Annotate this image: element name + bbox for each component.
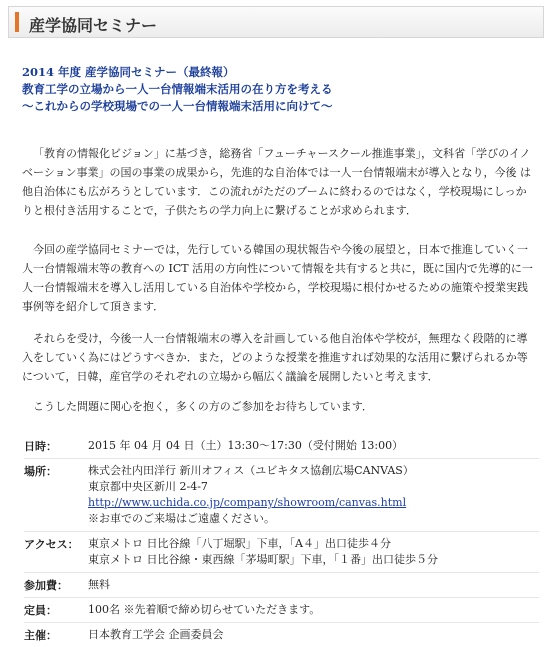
fee-label: 参加費： [24,579,68,592]
place-name: 株式会社内田洋行 新川オフィス（ユビキタス協創広場CANVAS） [88,464,414,477]
page-title: 産学協同セミナー [29,16,158,35]
capacity-text: 100名 ※先着順で締め切らせていただきます。 [88,603,321,616]
info-row-date [24,434,539,459]
host-label: 主催： [24,629,57,642]
paragraph-4: こうした問題に関心を抱く，多くの方のご参加をお待ちしています． [33,400,373,413]
place-label: 場所： [24,465,57,478]
info-row-host [24,623,539,647]
access-label: アクセス： [24,538,79,551]
host-text: 日本教育工学会 企画委員会 [88,628,224,641]
paragraph-3: それらを受け，今後一人一台情報端末の導入を計画している他自治体や学校が，無理なく段階的に導入をしていく為にはどうすべきか．また，どのような授業を推進すれば効果的な活用に繋げられるか等 について，日韓，産官学のそれぞれの立場から幅広く議論を展開したいと考えます． [22,332,528,383]
paragraph-2: 今回の産学協同セミナーでは，先行している韓国の現状報告や今後の展望と，日本で推進していく一人一台情報端末等の教育への ICT 活用の方向性について情報を共有すると共に，既に国内で先導的に一人一台情報端末を導入し活用している自治体や学校から，学校現場に根付かせるための施策や授業実践事例等を紹介して頂きます． [22,243,533,313]
capacity-label: 定員： [24,604,57,617]
announcement-heading [22,64,537,115]
access-line-2: 東京メトロ 日比谷線・東西線「茅場町駅」下車，「１番」出口徒歩５分 [88,553,438,566]
place-value [88,463,539,527]
date-value [88,438,539,454]
announcement-line-2: 教育工学の立場から一人一台情報端末活用の在り方を考える [22,82,333,96]
venue-link[interactable]: http://www.uchida.co.jp/company/showroom/canvas.html [88,496,407,509]
announcement-line-3: 〜これからの学校現場での一人一台情報端末活用に向けて〜 [22,99,333,113]
capacity-value [88,602,539,618]
access-value [88,536,539,568]
info-row-access [24,532,539,573]
info-row-capacity [24,598,539,623]
access-line-1: 東京メトロ 日比谷線「八丁堀駅」下車，「A４」出口徒歩４分 [88,537,391,550]
place-note: ※お車でのご来場はご遠慮ください。 [88,512,275,525]
fee-value [88,577,539,593]
info-row-place [24,459,539,532]
header-accent-bar [15,12,19,32]
date-label: 日時： [24,440,57,453]
section-header [8,6,544,38]
fee-text: 無料 [88,578,110,591]
host-value [88,627,539,643]
event-info-table [24,434,539,647]
place-address: 東京都中央区新川 2-4-7 [88,480,208,493]
date-text: 2015 年 04 月 04 日（土）13:30〜17:30（受付開始 13:00） [88,439,404,452]
paragraph-1: 「教育の情報化ビジョン」に基づき，総務省「フューチャースクール推進事業」，文科省「学びのイノベーション事業」の国の事業の成果から，先進的な自治体では一人一台情報端末が導入となり，今後 は他自治体にも広がろうとしています．この流れがただのブームに終わるのではなく，学校現場にしっかりと根付き活用することで，子供たちの学力向上に繋げることが求められます． [22,147,532,217]
announcement-line-1: 2014 年度 産学協同セミナー（最終報） [22,65,235,79]
info-row-fee [24,573,539,598]
